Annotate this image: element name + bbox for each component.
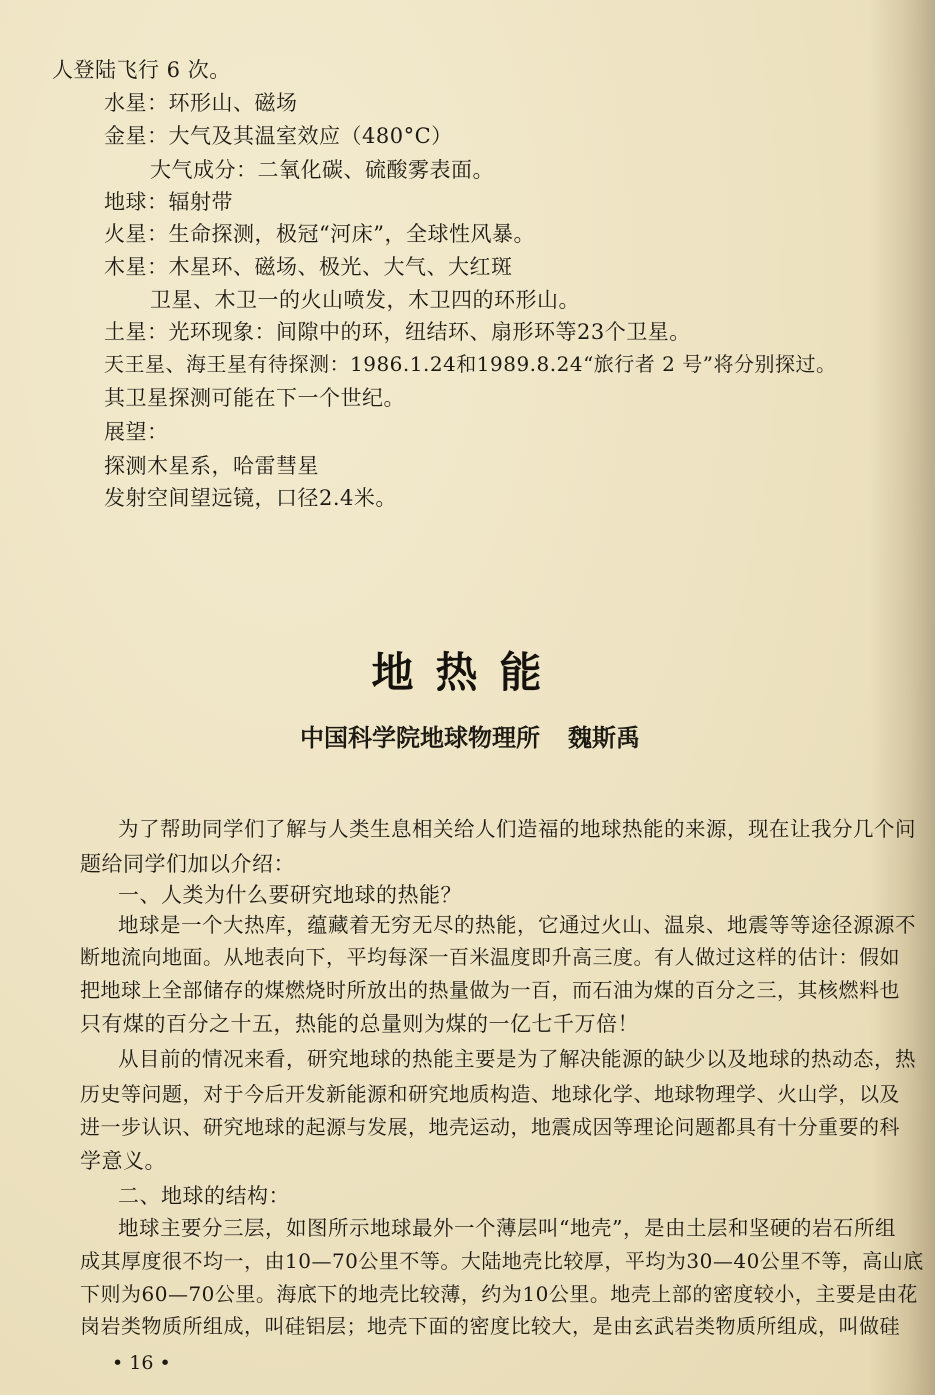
list-item-venus: 金星：大气及其温室效应（480°C） (104, 124, 453, 148)
author-affiliation: 中国科学院地球物理所 (300, 724, 540, 752)
paragraph-line: 成其厚度很不均一，由10—70公里不等。大陆地壳比较厚，平均为30—40公里不等，高山底 (80, 1249, 924, 1273)
list-item-uranus-neptune: 天王星、海王星有待探测：1986.1.24和1989.8.24“旅行者 2 号”将分别探过。 (104, 352, 837, 376)
paragraph-line: 进一步认识、研究地球的起源与发展，地壳运动，地震成因等理论问题都具有十分重要的科 (80, 1115, 900, 1139)
paragraph-line: 为了帮助同学们了解与人类生息相关给人们造福的地球热能的来源，现在让我分几个问 (118, 817, 916, 841)
paragraph-line: 题给同学们加以介绍： (80, 852, 295, 876)
outlook-heading: 展望： (104, 420, 169, 444)
list-item-saturn: 土星：光环现象：间隙中的环，纽结环、扇形环等23个卫星。 (104, 320, 691, 344)
article-title: 地热能 (371, 648, 564, 697)
text-line: 其卫星探测可能在下一个世纪。 (104, 386, 405, 410)
list-item-earth: 地球：辐射带 (104, 190, 233, 214)
paragraph-line: 岗岩类物质所组成，叫硅铝层；地壳下面的密度比较大，是由玄武岩类物质所组成，叫做硅 (80, 1314, 900, 1338)
paragraph-line: 地球主要分三层，如图所示地球最外一个薄层叫“地壳”，是由土层和坚硬的岩石所组 (118, 1216, 896, 1240)
list-item-jupiter-satellites: 卫星、木卫一的火山喷发，木卫四的环形山。 (150, 288, 580, 312)
paragraph-line: 地球是一个大热库，蕴藏着无穷无尽的热能，它通过火山、温泉、地震等等途径源源不 (118, 913, 916, 937)
section-heading: 二、地球的结构： (118, 1184, 290, 1208)
text-line: 人登陆飞行 6 次。 (52, 58, 231, 82)
paragraph-line: 历史等问题，对于今后开发新能源和研究地质构造、地球化学、地球物理学、火山学，以及 (80, 1082, 900, 1106)
author-name: 魏斯禹 (568, 724, 640, 752)
list-item-mars: 火星：生命探测，极冠“河床”，全球性风暴。 (104, 222, 535, 246)
paragraph-line: 断地流向地面。从地表向下，平均每深一百米温度即升高三度。有人做过这样的估计：假如 (80, 945, 900, 969)
list-item-venus-atmosphere: 大气成分：二氧化碳、硫酸雾表面。 (150, 158, 494, 182)
list-item-mercury: 水星：环形山、磁场 (104, 91, 298, 115)
byline (300, 718, 640, 753)
outlook-item: 探测木星系，哈雷彗星 (104, 454, 319, 478)
paragraph-line: 学意义。 (80, 1149, 166, 1173)
page-number: • 16 • (112, 1352, 171, 1374)
paragraph-line: 只有煤的百分之十五，热能的总量则为煤的一亿七千万倍！ (80, 1012, 639, 1036)
list-item-jupiter: 木星：木星环、磁场、极光、大气、大红斑 (104, 255, 513, 279)
outlook-item: 发射空间望远镜，口径2.4米。 (104, 486, 397, 510)
paragraph-line: 下则为60—70公里。海底下的地壳比较薄，约为10公里。地壳上部的密度较小，主要是由花 (80, 1282, 918, 1306)
section-heading: 一、人类为什么要研究地球的热能？ (118, 883, 462, 907)
paragraph-line: 把地球上全部储存的煤燃烧时所放出的热量做为一百，而石油为煤的百分之三，其核燃料也 (80, 978, 900, 1002)
paragraph-line: 从目前的情况来看，研究地球的热能主要是为了解决能源的缺少以及地球的热动态，热 (118, 1047, 916, 1071)
